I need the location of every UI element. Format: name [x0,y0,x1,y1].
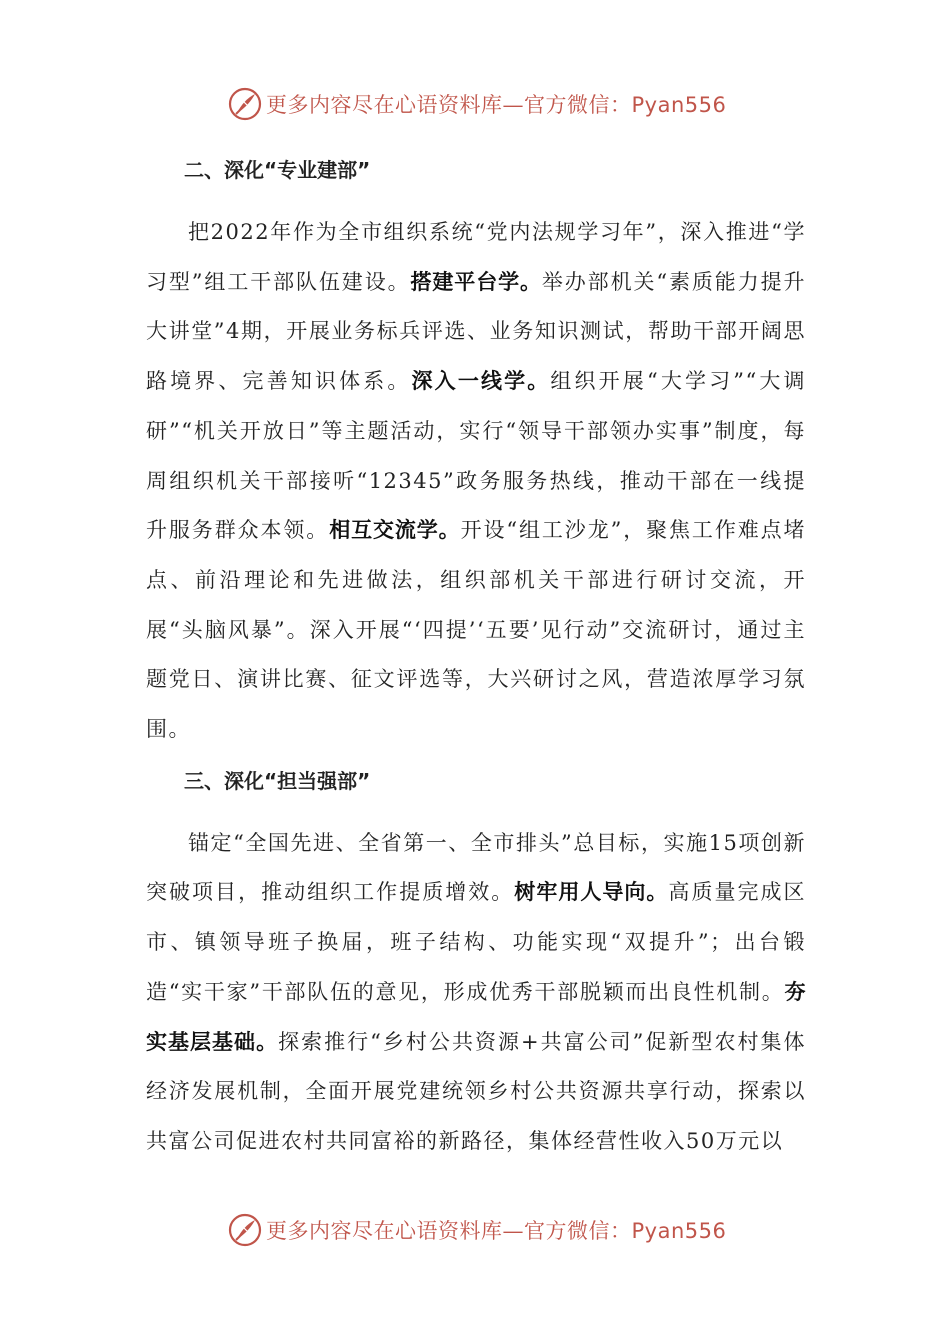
header-watermark-banner [228,84,748,124]
paragraph-text: 把2022年作为全市组织系统“党内法规学习年”，深入推进“学习型”组工干部队伍建设。 [146,220,806,294]
pen-quill-icon [228,87,262,121]
banner-text: 更多内容尽在心语资料库—官方微信：Pyan556 [266,1219,727,1243]
document-body [146,148,806,1167]
section-heading: 三、深化“担当强部” [184,768,371,793]
paragraph-text: 高质量完成区市、镇领导班子换届，班子结构、功能实现“双提升”；出台锻造“实干家”干部队伍的意见，形成优秀干部脱颖而出良性机制。 [146,880,807,1004]
section-paragraph [146,819,806,1167]
footer-watermark-banner [228,1210,748,1250]
bold-lead-phrase: 夯实基层基础。 [146,979,806,1054]
paragraph-text: 探索推行“乡村公共资源+共富公司”促新型农村集体经济发展机制，全面开展党建统领乡村公共资源共享行动，探索以共富公司促进农村共同富裕的新路径，集体经营性收入50万元以 [146,1029,806,1153]
paragraph-text: 开设“组工沙龙”，聚焦工作难点堵点、前沿理论和先进做法，组织部机关干部进行研讨交流，开展“头脑风暴”。深入开展“‘四提’‘五要’见行动”交流研讨，通过主题党日、演讲比赛、征文评选等，大兴研讨之风，营造浓厚学习氛围。 [146,518,807,742]
paragraph-text: 锚定“全国先进、全省第一、全市排头”总目标，实施15项创新突破项目，推动组织工作提质增效。 [146,830,806,905]
section-paragraph [146,208,806,755]
wechat-id: Pyan556 [631,1219,727,1243]
bold-lead-phrase: 深入一线学。 [411,369,551,394]
banner-text: 更多内容尽在心语资料库—官方微信：Pyan556 [266,93,727,117]
section-heading: 二、深化“专业建部” [184,158,371,182]
paragraph-text: 组织开展“大学习”“大调研”“机关开放日”等主题活动，实行“领导干部领办实事”制度，每周组织机关干部接听“12345”政务服务热线，推动干部在一线提升服务群众本领。 [146,369,806,543]
pen-quill-icon [228,1213,262,1247]
bold-lead-phrase: 树牢用人导向。 [514,880,669,905]
bold-lead-phrase: 相互交流学。 [329,518,461,543]
wechat-id: Pyan556 [631,93,727,117]
paragraph-text: 举办部机关“素质能力提升大讲堂”4期，开展业务标兵评选、业务知识测试，帮助干部开阔思路境界、完善知识体系。 [146,269,806,394]
bold-lead-phrase: 搭建平台学。 [410,269,542,294]
